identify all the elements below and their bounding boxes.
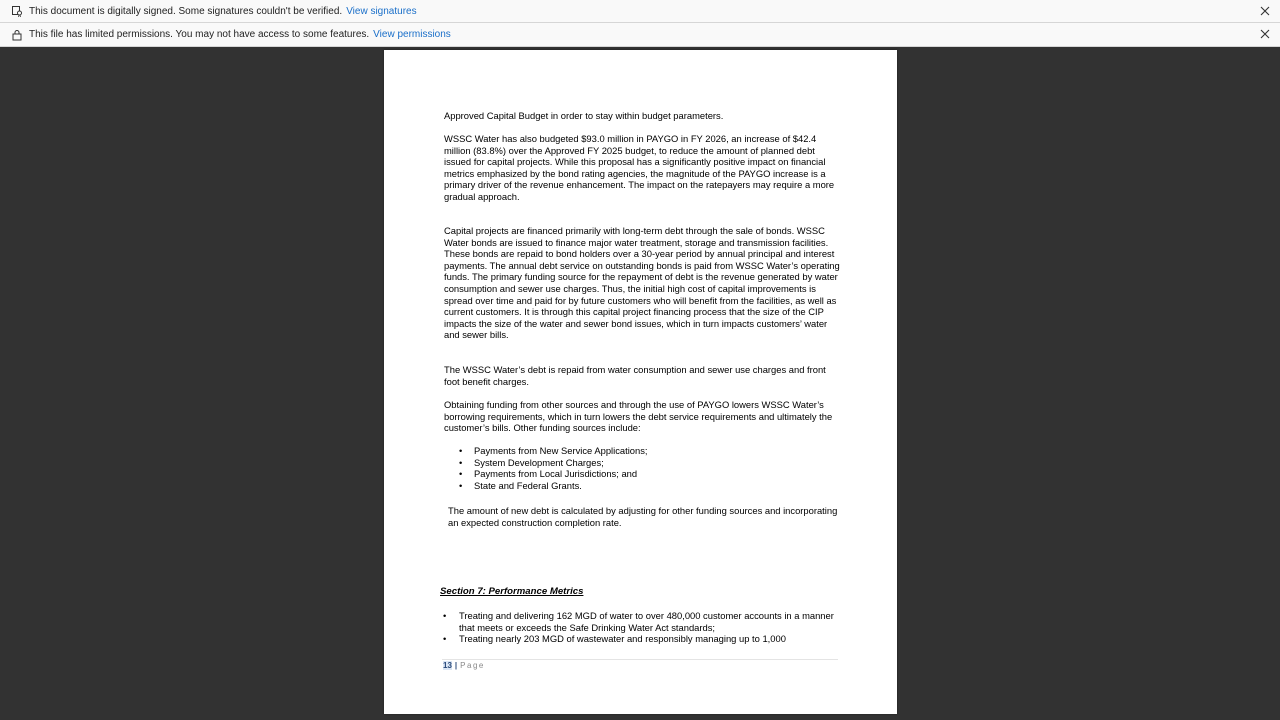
list-item: • State and Federal Grants.: [459, 480, 648, 492]
paragraph: WSSC Water has also budgeted $93.0 million in PAYGO in FY 2026, an increase of $42.4 million (83.8%) over the Approved FY 2025 budget, to reduce the amount of planned debt issued for capital projects. While this proposal has a significantly positive impact on financial metrics emphasized by the bond rating agencies, the magnitude of the PAYGO increase is a primary driver of the revenue enhancement. The impact on the ratepayers may require a more gradual approach.: [444, 133, 835, 202]
list-item: • Payments from Local Jurisdictions; and: [459, 468, 648, 480]
list-item: • Treating and delivering 162 MGD of water to over 480,000 customer accounts in a manner that meets or exceeds the Safe Drinking Water Act standards;: [440, 610, 840, 633]
permissions-message: This file has limited permissions. You may not have access to some features.: [29, 29, 370, 40]
page-footer: [443, 661, 485, 670]
paragraph: Approved Capital Budget in order to stay within budget parameters.: [444, 110, 724, 121]
footer-divider: [442, 659, 838, 660]
signature-message: This document is digitally signed. Some signatures couldn't be verified.: [29, 5, 343, 17]
list-item: • Payments from New Service Applications;: [459, 445, 648, 457]
page-number: 13: [443, 661, 452, 670]
paragraph: Capital projects are financed primarily with long-term debt through the sale of bonds. WSSC Water bonds are issued to finance major water treatment, storage and transmission facilities. These bonds are repaid to bond holders over a 30-year period by annual principal and interest payments. The annual debt service on outstanding bonds is paid from WSSC Water’s operating funds. The primary funding source for the repayment of debt is the revenue generated by water consumption and sewer use charges. Thus, the initial high cost of capital improvements is spread over time and paid for by future customers who will benefit from the facilities, as well as current customers. It is through this capital project financing process that the size of the CIP impacts the size of the water and sewer bond issues, which in turn impacts customers’ water and sewer bills.: [444, 225, 840, 341]
list-item: • Treating nearly 203 MGD of wastewater and responsibly managing up to 1,000: [440, 633, 840, 645]
lock-icon: [11, 29, 23, 41]
performance-metrics-list: [440, 610, 840, 645]
paragraph: The amount of new debt is calculated by adjusting for other funding sources and incorporating an expected construction completion rate.: [448, 505, 838, 528]
close-signature-bar-button[interactable]: [1258, 4, 1272, 18]
funding-sources-list: [459, 445, 648, 491]
paragraph: The WSSC Water’s debt is repaid from water consumption and sewer use charges and front foot benefit charges.: [444, 364, 826, 387]
close-icon: [1258, 4, 1272, 18]
page-label: Page: [460, 661, 485, 670]
view-signatures-link[interactable]: View signatures: [346, 5, 417, 17]
permissions-infobar: [0, 23, 1280, 47]
footer-separator: |: [454, 661, 458, 670]
view-permissions-link[interactable]: View permissions: [373, 29, 451, 40]
paragraph: Obtaining funding from other sources and through the use of PAYGO lowers WSSC Water’s borrowing requirements, which in turn lowers the debt service requirements and ultimately the customer’s bills. Other funding sources include:: [444, 399, 833, 434]
list-item: • System Development Charges;: [459, 457, 648, 469]
close-permissions-bar-button[interactable]: [1258, 27, 1272, 41]
pdf-page: [384, 50, 897, 714]
close-icon: [1258, 27, 1272, 41]
section-heading: Section 7: Performance Metrics: [440, 586, 584, 597]
certificate-icon: [11, 5, 23, 17]
signature-infobar: [0, 0, 1280, 23]
